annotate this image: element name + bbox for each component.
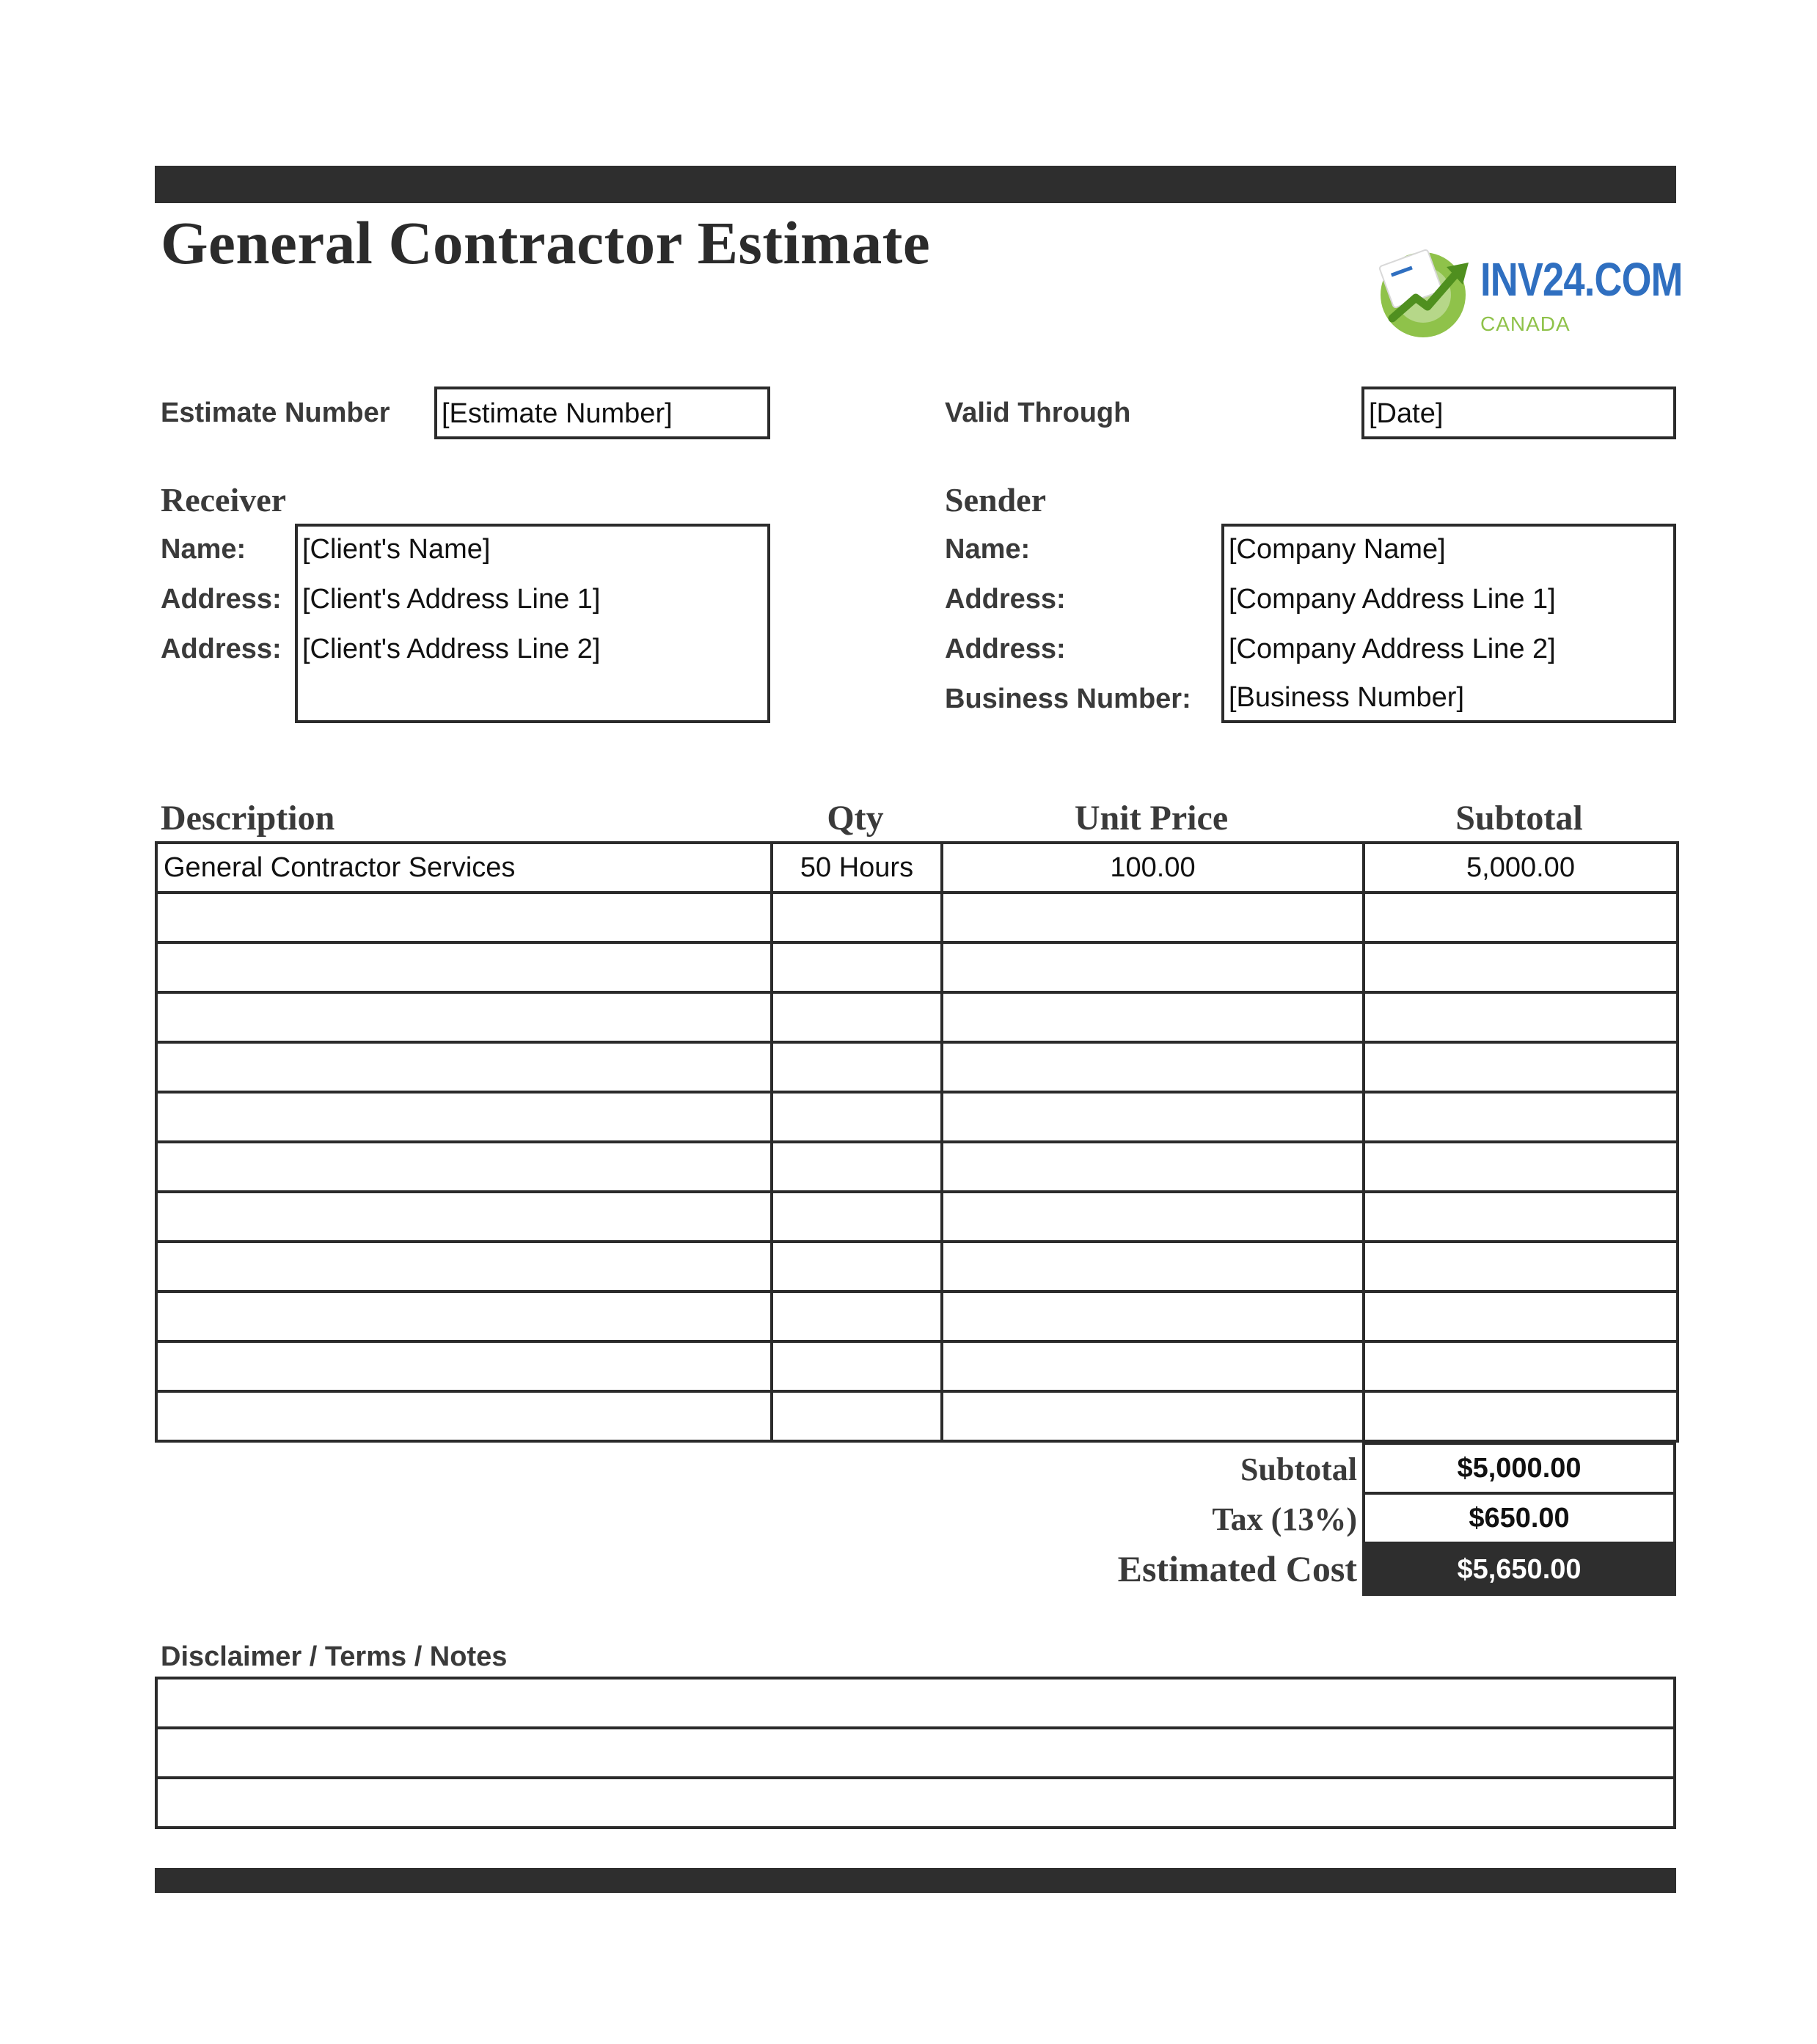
table-row [156,1142,1678,1192]
cell-qty[interactable] [772,893,942,942]
cell-description[interactable] [156,1341,772,1391]
sender-business-label: Business Number: [945,684,1191,714]
receiver-box[interactable] [295,524,770,723]
notes-heading: Disclaimer / Terms / Notes [161,1641,508,1672]
company-logo [1370,242,1683,345]
cell-description[interactable] [156,893,772,942]
sender-address2-label: Address: [945,634,1066,664]
cell-description[interactable] [156,1042,772,1092]
cell-subtotal[interactable] [1364,1391,1678,1441]
valid-through-field[interactable] [1361,387,1676,439]
table-row [156,843,1678,893]
cell-subtotal[interactable] [1364,1341,1678,1391]
cell-unit-price[interactable] [942,1092,1364,1142]
cell-subtotal[interactable] [1364,1242,1678,1292]
cell-unit-price[interactable] [942,1391,1364,1441]
cell-description[interactable] [156,992,772,1042]
receiver-address2-label: Address: [161,634,282,664]
tax-label: Tax (13%) [1212,1501,1357,1537]
logo-subtext: CANADA [1480,312,1571,335]
sender-box[interactable] [1221,524,1676,723]
cell-description[interactable] [156,1292,772,1341]
table-row [156,1341,1678,1391]
cell-unit-price[interactable] [942,992,1364,1042]
sender-name-value: [Company Name] [1229,534,1446,565]
cell-subtotal[interactable] [1364,992,1678,1042]
cell-subtotal[interactable] [1364,1292,1678,1341]
table-row [156,1092,1678,1142]
receiver-name-value: [Client's Name] [302,534,491,565]
cell-subtotal[interactable] [1364,1042,1678,1092]
cell-unit-price[interactable] [942,1341,1364,1391]
cell-unit-price[interactable] [942,893,1364,942]
cell-subtotal[interactable] [1364,893,1678,942]
cell-description[interactable] [156,1142,772,1192]
subtotal-value: $5,000.00 [1362,1442,1676,1495]
subtotal-label: Subtotal [1240,1451,1357,1487]
valid-through-value: [Date] [1369,398,1444,429]
estimate-number-field[interactable] [434,387,770,439]
cell-unit-price[interactable] [942,1242,1364,1292]
table-row [156,1042,1678,1092]
cell-subtotal[interactable] [1364,1142,1678,1192]
cell-qty[interactable]: 50 Hours [772,843,942,893]
notes-line[interactable] [158,1679,1673,1729]
valid-through-label: Valid Through [945,398,1131,428]
receiver-heading: Receiver [161,481,287,519]
receiver-address1-value: [Client's Address Line 1] [302,584,601,615]
cell-qty[interactable] [772,1192,942,1242]
cell-qty[interactable] [772,1341,942,1391]
top-bar [155,166,1676,203]
cell-description[interactable]: General Contractor Services [156,843,772,893]
table-row [156,942,1678,992]
cell-unit-price[interactable] [942,1042,1364,1092]
column-header-qty: Qty [827,799,884,838]
bottom-bar [155,1868,1676,1893]
cell-qty[interactable] [772,1092,942,1142]
estimated-cost-label: Estimated Cost [1117,1548,1357,1589]
sender-address2-value: [Company Address Line 2] [1229,634,1556,664]
notes-box[interactable] [155,1677,1676,1829]
cell-qty[interactable] [772,1391,942,1441]
estimated-cost-value: $5,650.00 [1362,1543,1676,1596]
sender-name-label: Name: [945,534,1031,565]
sender-address1-label: Address: [945,584,1066,615]
cell-unit-price[interactable]: 100.00 [942,843,1364,893]
column-header-description: Description [161,799,335,838]
notes-line[interactable] [158,1779,1673,1826]
receiver-address2-value: [Client's Address Line 2] [302,634,601,664]
cell-description[interactable] [156,1092,772,1142]
line-items-table [155,841,1679,1443]
cell-description[interactable] [156,1242,772,1292]
cell-description[interactable] [156,942,772,992]
cell-description[interactable] [156,1391,772,1441]
table-row [156,1391,1678,1441]
table-row [156,992,1678,1042]
cell-qty[interactable] [772,942,942,992]
column-header-subtotal: Subtotal [1455,799,1583,838]
receiver-name-label: Name: [161,534,246,565]
table-row [156,1192,1678,1242]
estimate-number-label: Estimate Number [161,398,390,428]
estimate-number-value: [Estimate Number] [442,398,673,429]
notes-line[interactable] [158,1729,1673,1779]
cell-unit-price[interactable] [942,1142,1364,1192]
cell-unit-price[interactable] [942,942,1364,992]
sender-heading: Sender [945,481,1046,519]
cell-subtotal[interactable]: 5,000.00 [1364,843,1678,893]
cell-subtotal[interactable] [1364,942,1678,992]
cell-qty[interactable] [772,1242,942,1292]
cell-unit-price[interactable] [942,1292,1364,1341]
sender-address1-value: [Company Address Line 1] [1229,584,1556,615]
tax-value: $650.00 [1362,1492,1676,1545]
logo-text: INV24.COM [1480,253,1683,306]
cell-subtotal[interactable] [1364,1092,1678,1142]
table-row [156,1292,1678,1341]
document-title: General Contractor Estimate [161,209,931,276]
table-row [156,1242,1678,1292]
table-row [156,893,1678,942]
sender-business-value: [Business Number] [1229,682,1465,713]
cell-qty[interactable] [772,1292,942,1341]
cell-description[interactable] [156,1192,772,1242]
column-header-unit-price: Unit Price [1074,799,1229,838]
cell-qty[interactable] [772,1142,942,1192]
cell-qty[interactable] [772,992,942,1042]
cell-subtotal[interactable] [1364,1192,1678,1242]
cell-qty[interactable] [772,1042,942,1092]
invoice-growth-arrow-icon [1370,242,1480,345]
cell-unit-price[interactable] [942,1192,1364,1242]
receiver-address1-label: Address: [161,584,282,615]
